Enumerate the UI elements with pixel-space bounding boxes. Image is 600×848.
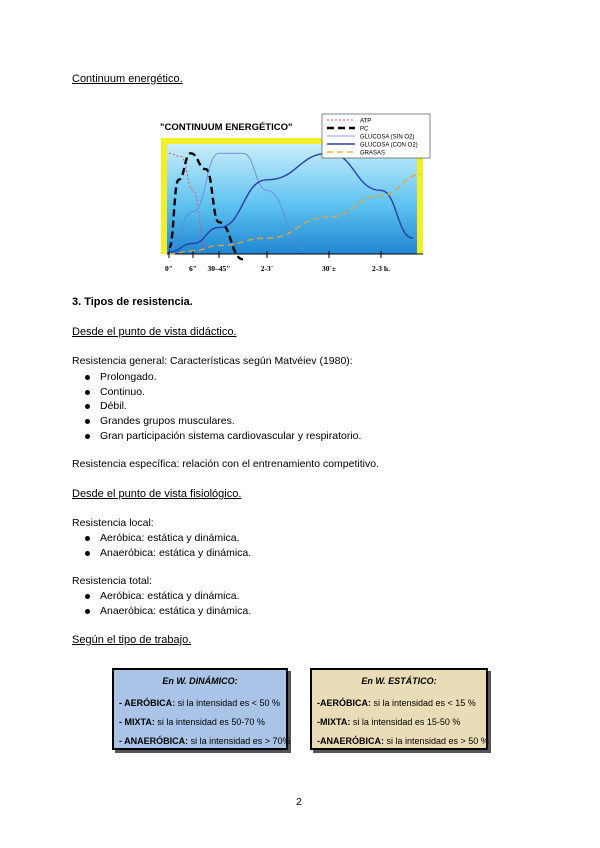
row-text: si la intensidad es 15-50 % [350, 717, 461, 727]
list-item: Anaeróbica: estática y dinámica. [72, 604, 251, 619]
box-row [317, 698, 476, 708]
row-label: -MIXTA: [317, 717, 351, 727]
x-tick-label: 30–45" [207, 264, 231, 273]
box-title: En W. DINÁMICO: [162, 676, 238, 686]
box-row [119, 717, 265, 727]
tipos-heading: 3. Tipos de resistencia. [72, 296, 193, 308]
chart-legend [322, 114, 430, 158]
static-work-box [310, 668, 488, 750]
continuum-chart [155, 108, 440, 278]
row-label: - AERÓBICA: [119, 698, 176, 708]
list-item: Aeróbica: estática y dinámica. [72, 589, 251, 604]
box-row [317, 717, 460, 727]
x-tick-label: 0" [165, 264, 173, 273]
didactico-heading: Desde el punto de vista didáctico. [72, 326, 237, 338]
row-label: -AERÓBICA: [317, 698, 371, 708]
legend-label: ATP [360, 118, 372, 125]
row-label: - MIXTA: [119, 717, 155, 727]
local-intro: Resistencia local: [72, 517, 154, 529]
row-text: si la intensidad es < 50 % [175, 698, 280, 708]
x-tick-label: 30´± [321, 264, 337, 273]
trabajo-heading: Según el tipo de trabajo. [72, 634, 192, 646]
box-title: En W. ESTÁTICO: [361, 676, 437, 686]
row-label: - ANAERÓBICA: [119, 736, 189, 746]
box-row [317, 736, 489, 746]
list-item: Anaeróbica: estática y dinámica. [72, 546, 251, 561]
x-tick-label: 6" [189, 264, 197, 273]
list-item: Continuo. [72, 385, 361, 400]
list-item: Débil. [72, 399, 361, 414]
legend-label: PC [360, 126, 369, 133]
list-item: Prolongado. [72, 370, 361, 385]
dynamic-work-box [112, 668, 291, 750]
x-tick-label: 2-3´ [260, 264, 274, 273]
total-list [72, 589, 251, 618]
total-intro: Resistencia total: [72, 575, 152, 587]
legend-label: GLUCOSA (SIN O2) [360, 134, 415, 141]
especifica-text: Resistencia específica: relación con el entrenamiento competitivo. [72, 458, 379, 470]
list-item: Grandes grupos musculares. [72, 414, 361, 429]
general-list [72, 370, 361, 443]
local-list [72, 531, 251, 560]
general-intro: Resistencia general: Características según Matvéiev (1980): [72, 355, 353, 367]
list-item: Gran participación sistema cardiovascular y respiratorio. [72, 429, 361, 444]
x-tick-label: 2-3 h. [372, 264, 390, 273]
legend-label: GLUCOSA (CON O2) [360, 142, 418, 149]
box-row [119, 736, 291, 746]
row-label: -ANAERÓBICA: [317, 736, 384, 746]
row-text: si la intensidad es < 15 % [371, 698, 476, 708]
chart-title: "CONTINUUM ENERGÉTICO" [160, 122, 293, 133]
row-text: si la intensidad es > 50 % [384, 736, 489, 746]
fisiologico-heading: Desde el punto de vista fisiológico. [72, 488, 242, 500]
legend-label: GRASAS [360, 150, 386, 157]
row-text: si la intensidad es > 70% [188, 736, 291, 746]
continuum-heading: Continuum energético. [72, 73, 183, 85]
box-row [119, 698, 280, 708]
list-item: Aeróbica: estática y dinámica. [72, 531, 251, 546]
row-text: si la intensidad es 50-70 % [154, 717, 265, 727]
page-number: 2 [296, 796, 302, 808]
